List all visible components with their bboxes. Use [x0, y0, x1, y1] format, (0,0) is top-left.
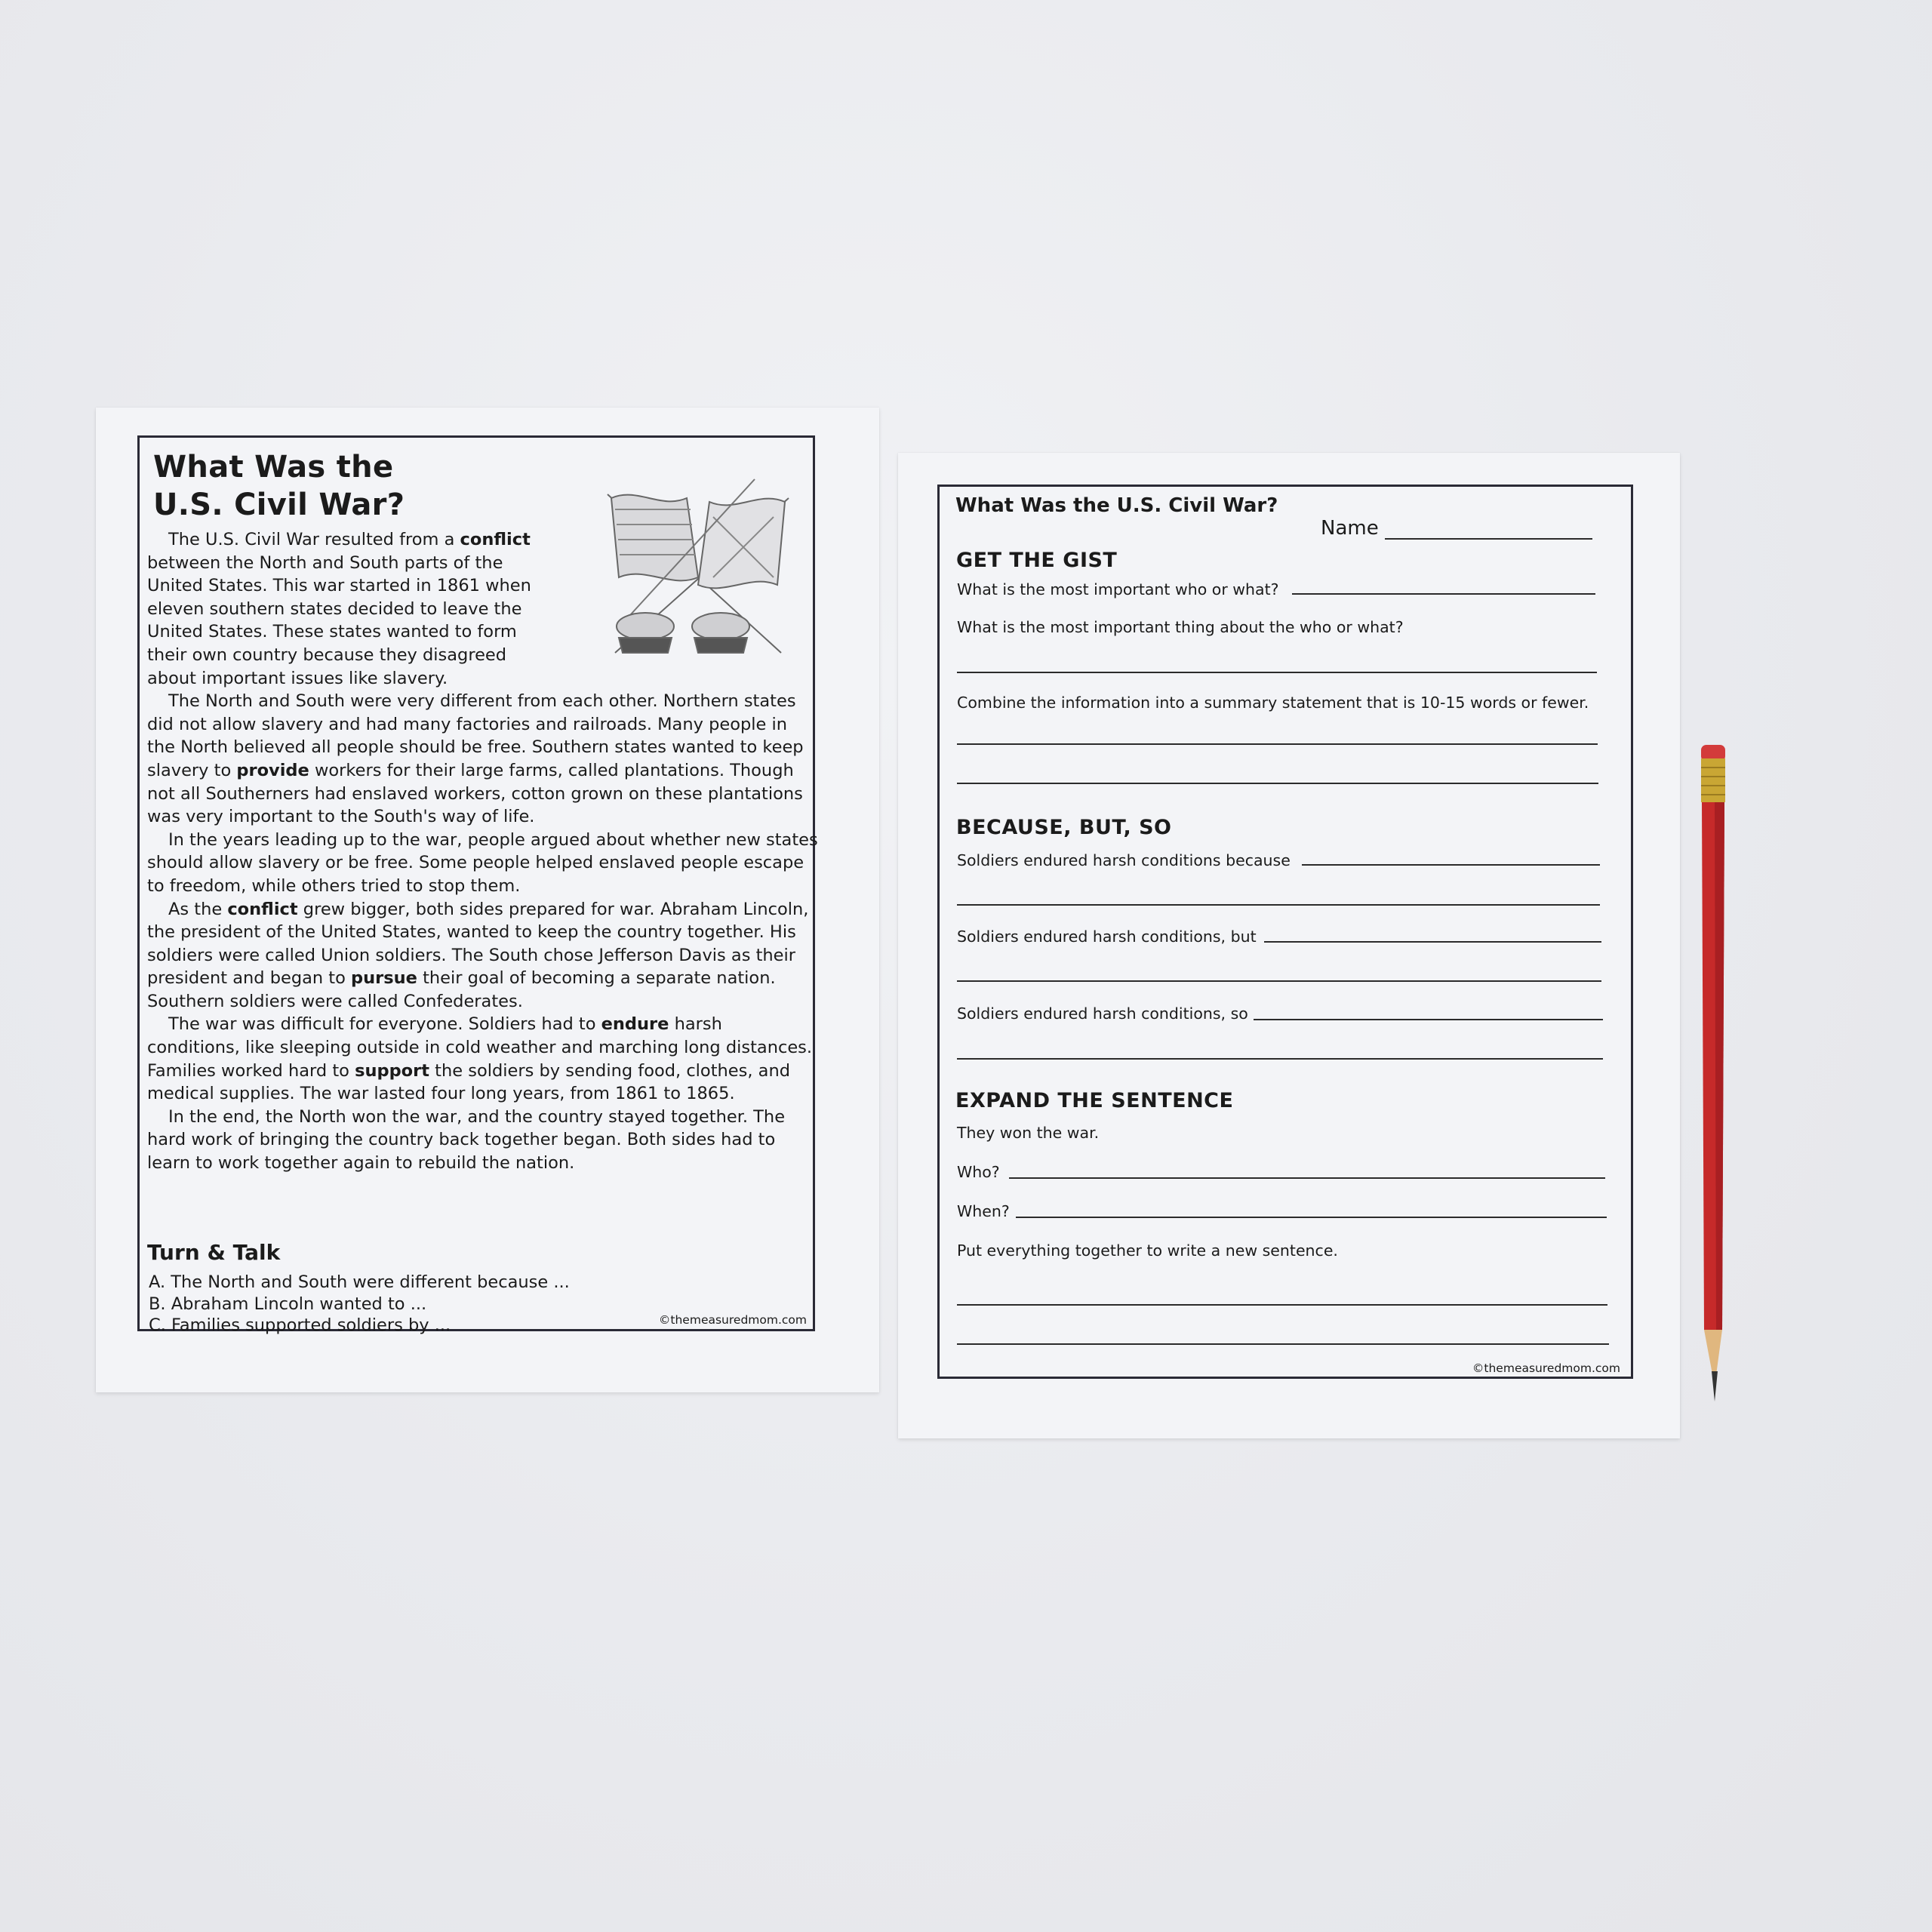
answer-line[interactable]	[1264, 941, 1601, 943]
name-field[interactable]	[1321, 517, 1592, 540]
worksheet-border	[937, 485, 1633, 1379]
vocabulary-word: endure	[601, 1014, 669, 1035]
worksheet-title: What Was the U.S. Civil War?	[955, 494, 1278, 517]
gist-summary-instruction: Combine the information into a summary statement that is 10-15 words or fewer.	[957, 694, 1589, 712]
vocabulary-word: provide	[236, 760, 309, 780]
answer-line[interactable]	[957, 1058, 1603, 1060]
vocabulary-word: conflict	[227, 899, 298, 919]
expand-the-sentence-heading: EXPAND THE SENTENCE	[955, 1089, 1234, 1112]
copyright-credit: ©themeasuredmom.com	[1472, 1361, 1620, 1375]
answer-line[interactable]	[957, 783, 1598, 784]
reading-passage-page	[96, 408, 879, 1392]
reading-page-border	[137, 435, 818, 1335]
worksheet-page	[898, 453, 1680, 1438]
reading-paragraph	[147, 1013, 819, 1105]
paragraph-text: harsh conditions, like sleeping outside in cold weather and marching long distances. Families worked hard to	[147, 1014, 813, 1081]
reading-passage	[147, 528, 819, 1175]
paragraph-text: grew bigger, both sides prepared for war. Abraham Lincoln, the president of the United States, wanted to keep the country together. His soldiers were called Union soldiers. The South chose Jefferson Davis as their president and began to	[147, 899, 809, 989]
reading-title: What Was the U.S. Civil War?	[153, 450, 405, 522]
vocabulary-word: pursue	[351, 968, 417, 989]
turn-and-talk-item: C. Families supported soldiers by ...	[149, 1315, 451, 1335]
get-the-gist-heading: GET THE GIST	[956, 549, 1118, 572]
so-prompt: Soldiers endured harsh conditions, so	[957, 1004, 1248, 1023]
paragraph-text: their goal of becoming a separate nation. Southern soldiers were called Confederates.	[147, 968, 776, 1011]
name-label: Name	[1321, 517, 1379, 540]
who-prompt: Who?	[957, 1163, 1000, 1181]
reading-paragraph	[147, 1106, 819, 1175]
reading-paragraph	[147, 898, 819, 1014]
turn-and-talk-prompts	[149, 1272, 570, 1337]
answer-line[interactable]	[957, 1304, 1607, 1306]
copyright-credit: ©themeasuredmom.com	[658, 1313, 807, 1327]
answer-line[interactable]	[1292, 593, 1595, 595]
name-line[interactable]	[1385, 538, 1592, 540]
when-prompt: When?	[957, 1202, 1010, 1220]
vocabulary-word: support	[355, 1060, 429, 1081]
answer-line[interactable]	[957, 904, 1600, 906]
paragraph-text: In the end, the North won the war, and the country stayed together. The hard work of bringing the country back together began. Both sides had to learn to work together again to rebuild the nation.	[147, 1106, 786, 1174]
paragraph-text: The war was difficult for everyone. Soldiers had to	[168, 1014, 601, 1035]
paragraph-text: As the	[168, 899, 228, 919]
answer-line[interactable]	[957, 672, 1597, 673]
paragraph-text: between the North and South parts of the United States. This war started in 1861 when eleven southern states decided to leave the United States. These states wanted to form their own country because they disagreed about important issues like slavery.	[147, 552, 531, 688]
gist-question-who-what: What is the most important who or what?	[957, 580, 1279, 598]
paragraph-text: The North and South were very different from each other. Northern states did not allow slavery and had many factories and railroads. Many people in the North believed all people should be free. Southern states wanted to keep slavery to	[147, 691, 804, 780]
paragraph-text: The U.S. Civil War resulted from a	[168, 530, 460, 549]
paragraph-text: the soldiers by sending food, clothes, and medical supplies. The war lasted four long years, from 1861 to 1865.	[147, 1060, 790, 1104]
reading-paragraph	[147, 528, 555, 690]
reading-paragraph	[147, 690, 819, 829]
answer-line[interactable]	[957, 743, 1598, 745]
answer-line[interactable]	[1302, 864, 1600, 866]
but-prompt: Soldiers endured harsh conditions, but	[957, 928, 1257, 946]
answer-line[interactable]	[1254, 1019, 1603, 1020]
pencil-icon	[1697, 745, 1731, 1417]
turn-and-talk-item: A. The North and South were different because ...	[149, 1272, 570, 1292]
answer-line[interactable]	[1016, 1217, 1607, 1218]
paragraph-text: In the years leading up to the war, people argued about whether new states should allow slavery or be free. Some people helped enslaved people escape to freedom, while others tried to stop them.	[147, 829, 818, 896]
turn-and-talk-heading: Turn & Talk	[147, 1240, 281, 1265]
turn-and-talk-item: B. Abraham Lincoln wanted to ...	[149, 1294, 427, 1314]
answer-line[interactable]	[957, 980, 1601, 982]
because-prompt: Soldiers endured harsh conditions because	[957, 851, 1291, 869]
because-but-so-heading: BECAUSE, BUT, SO	[956, 816, 1172, 839]
gist-question-important-thing: What is the most important thing about the who or what?	[957, 618, 1404, 636]
kernel-sentence: They won the war.	[957, 1124, 1100, 1142]
put-together-instruction: Put everything together to write a new sentence.	[957, 1241, 1338, 1260]
vocabulary-word: conflict	[460, 530, 531, 549]
answer-line[interactable]	[957, 1343, 1609, 1345]
reading-paragraph	[147, 829, 819, 898]
answer-line[interactable]	[1009, 1177, 1605, 1179]
paragraph-text: workers for their large farms, called plantations. Though not all Southerners had enslaved workers, cotton grown on these plantations was very important to the South's way of life.	[147, 760, 803, 827]
